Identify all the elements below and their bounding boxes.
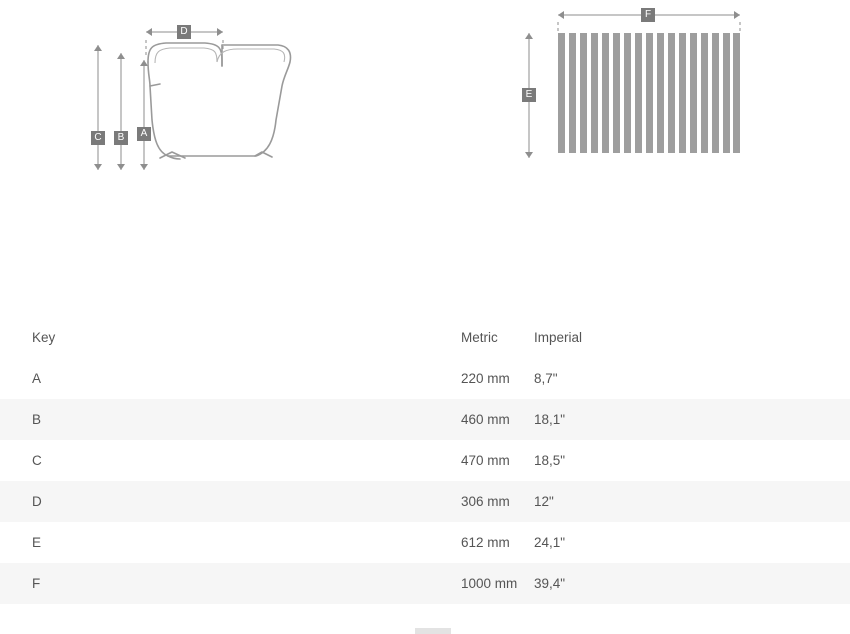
table-header bbox=[0, 318, 850, 358]
cell-imperial: 39,4" bbox=[534, 576, 566, 591]
footer-divider bbox=[415, 628, 451, 634]
cell-imperial: 24,1" bbox=[534, 535, 566, 550]
cell-metric: 470 mm bbox=[461, 453, 510, 468]
cell-metric: 460 mm bbox=[461, 412, 510, 427]
cell-key: F bbox=[32, 576, 41, 591]
cell-imperial: 18,1" bbox=[534, 412, 566, 427]
dimensions-table bbox=[0, 318, 850, 604]
table-row bbox=[0, 563, 850, 604]
cell-metric: 220 mm bbox=[461, 371, 510, 386]
dimension-label-d: D bbox=[177, 25, 191, 39]
table-row bbox=[0, 481, 850, 522]
cell-key: E bbox=[32, 535, 42, 550]
cell-key: A bbox=[32, 371, 42, 386]
dimension-label-e: E bbox=[522, 88, 536, 102]
cell-imperial: 18,5" bbox=[534, 453, 566, 468]
column-header-metric: Metric bbox=[214, 318, 534, 358]
table-row bbox=[0, 358, 850, 400]
dimension-label-b: B bbox=[114, 131, 128, 145]
column-header-key: Key bbox=[0, 318, 214, 358]
cell-key: D bbox=[32, 494, 42, 509]
cell-imperial: 8,7" bbox=[534, 371, 558, 386]
table-row bbox=[0, 522, 850, 563]
dimension-label-a: A bbox=[137, 127, 151, 141]
cell-metric: 612 mm bbox=[461, 535, 510, 550]
table-body bbox=[0, 358, 850, 605]
dimension-label-c: C bbox=[91, 131, 105, 145]
dimension-label-f: F bbox=[641, 8, 655, 22]
column-header-imperial: Imperial bbox=[534, 318, 850, 358]
slat-panel-top-view bbox=[420, 0, 850, 300]
cell-key: B bbox=[32, 412, 42, 427]
cell-imperial: 12" bbox=[534, 494, 554, 509]
table-row bbox=[0, 440, 850, 481]
cell-metric: 306 mm bbox=[461, 494, 510, 509]
cross-section-front-view bbox=[0, 0, 420, 300]
cell-key: C bbox=[32, 453, 42, 468]
dimension-diagram bbox=[0, 0, 850, 300]
cell-metric: 1000 mm bbox=[461, 576, 518, 591]
table-row bbox=[0, 399, 850, 440]
slat-group bbox=[558, 33, 740, 153]
